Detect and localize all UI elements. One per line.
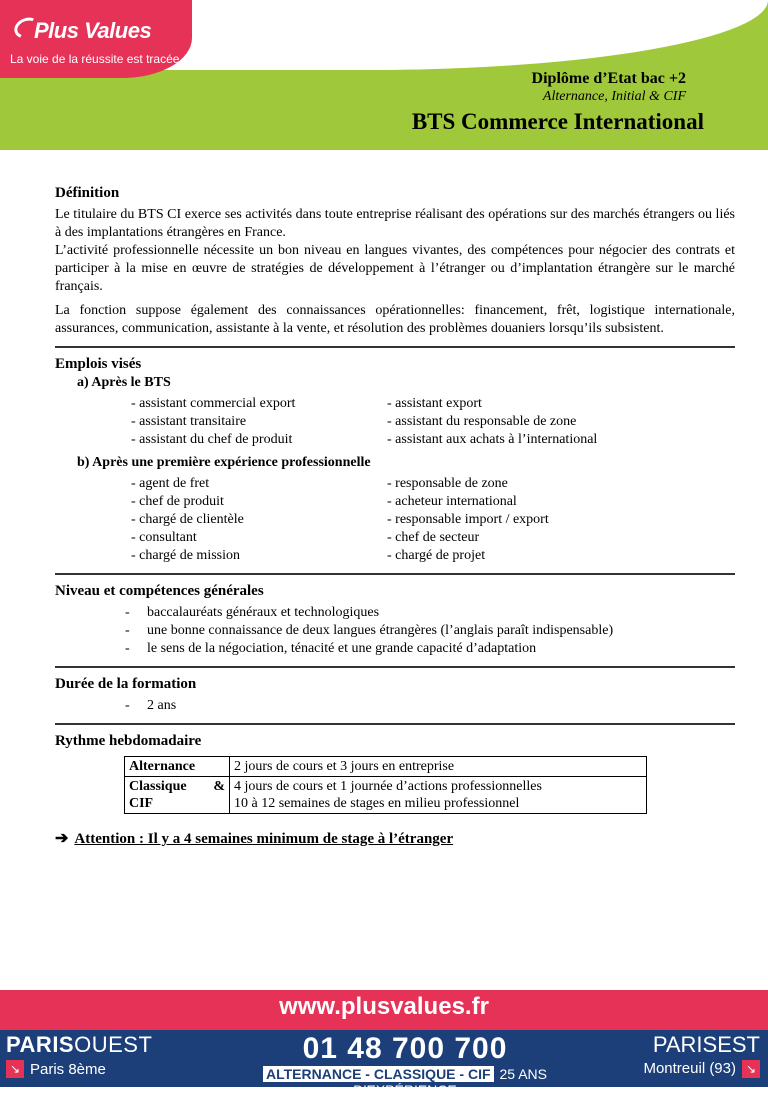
emplois-title: Emplois visés: [55, 356, 142, 372]
niveau-list: [125, 604, 735, 658]
divider: [55, 723, 735, 725]
list-item: - 2 ans: [125, 698, 177, 713]
list-item: - assistant du responsable de zone: [387, 414, 577, 429]
list-item: - responsable import / export: [387, 512, 549, 527]
list-item: - assistant export: [387, 396, 482, 411]
list-item: - une bonne connaissance de deux langues étrangères (l’anglais paraît indispensable): [125, 623, 614, 638]
divider: [55, 573, 735, 575]
definition-paragraph-3: La fonction suppose également des connaissances opérationnelles: financement, frêt, logistique internationale, assurances, communication, assistante à la vente, et résolution des problèmes douaniers lorsqu’ils subsistent.: [55, 303, 735, 336]
table-row: [125, 757, 647, 777]
logo-tagline: La voie de la réussite est tracée: [10, 52, 180, 66]
diploma-modes: Alternance, Initial & CIF: [542, 89, 686, 104]
definition-paragraph-1: Le titulaire du BTS CI exerce ses activités dans toute entreprise réalisant des opérations sur des marchés étrangers ou liés à des implantations étrangères en France.: [55, 207, 735, 240]
emplois-a-list: [131, 395, 735, 449]
table-cell-value: 2 jours de cours et 3 jours en entreprise: [230, 757, 647, 777]
list-item: - assistant aux achats à l’international: [387, 432, 598, 447]
footer-contact: [240, 1032, 570, 1108]
list-item: - assistant du chef de produit: [131, 432, 293, 447]
table-row: [125, 777, 647, 814]
list-item: - responsable de zone: [387, 476, 508, 491]
divider: [55, 346, 735, 348]
emplois-b-title: b) Après une première expérience professionnelle: [77, 455, 371, 470]
attention-notice: ➔ Attention : Il y a 4 semaines minimum de stage à l’étranger: [55, 830, 454, 847]
table-cell-label: Alternance: [125, 757, 230, 777]
definition-title: Définition: [55, 185, 120, 201]
main-content: [55, 185, 735, 848]
list-item: - chargé de mission: [131, 548, 240, 563]
list-item: - agent de fret: [131, 476, 210, 491]
list-item: - consultant: [131, 530, 197, 545]
niveau-title: Niveau et compétences générales: [55, 583, 264, 599]
campus-paris-ouest: PARISOUEST ↘ Paris 8ème: [6, 1032, 153, 1078]
location-arrow-icon: ↘: [6, 1060, 24, 1078]
table-cell-value: 4 jours de cours et 1 journée d’actions professionnelles 10 à 12 semaines de stages en milieu professionnel: [230, 777, 647, 814]
emplois-b-list: [131, 475, 735, 565]
list-item: - acheteur international: [387, 494, 517, 509]
list-item: - chef de secteur: [387, 530, 480, 545]
list-item: - chargé de clientèle: [131, 512, 244, 527]
campus-paris-est: PARISEST Montreuil (93) ↘: [643, 1032, 760, 1077]
list-item: - baccalauréats généraux et technologiques: [125, 605, 380, 620]
list-item: - assistant commercial export: [131, 396, 296, 411]
page-title: BTS Commerce International: [411, 109, 704, 134]
logo: [0, 0, 192, 78]
location-arrow-icon: ↘: [742, 1060, 760, 1078]
list-item: - chargé de projet: [387, 548, 486, 563]
table-cell-label: Classique & CIF: [125, 777, 230, 814]
emplois-a-title: a) Après le BTS: [77, 375, 171, 390]
rythme-title: Rythme hebdomadaire: [55, 733, 202, 749]
phone-number[interactable]: 01 48 700 700: [302, 1032, 508, 1065]
diploma-level: Diplôme d’Etat bac +2: [531, 70, 686, 87]
divider: [55, 666, 735, 668]
duree-list: [125, 697, 735, 715]
logo-name: Plus Values: [34, 18, 152, 43]
rythme-table: [124, 756, 647, 814]
list-item: - le sens de la négociation, ténacité et une grande capacité d’adaptation: [125, 641, 537, 656]
list-item: - assistant transitaire: [131, 414, 247, 429]
footer-establishment: Établissement d’enseignement supérieur technique privé: [291, 1098, 519, 1108]
definition-paragraph-2: L’activité professionnelle nécessite un bon niveau en langues vivantes, des compétences pour négocier des contrats et participer à la mise en œuvre de stratégies de développement à l’étranger ou d’implantation étrangère sur le marché français.: [55, 243, 735, 294]
list-item: - chef de produit: [131, 494, 224, 509]
arrow-right-icon: ➔: [55, 830, 69, 847]
footer-url[interactable]: www.plusvalues.fr: [279, 993, 489, 1020]
footer-modes: ALTERNANCE - CLASSIQUE - CIF 25 ANS D’EXPÉRIENCE: [240, 1066, 570, 1098]
duree-title: Durée de la formation: [55, 676, 197, 692]
